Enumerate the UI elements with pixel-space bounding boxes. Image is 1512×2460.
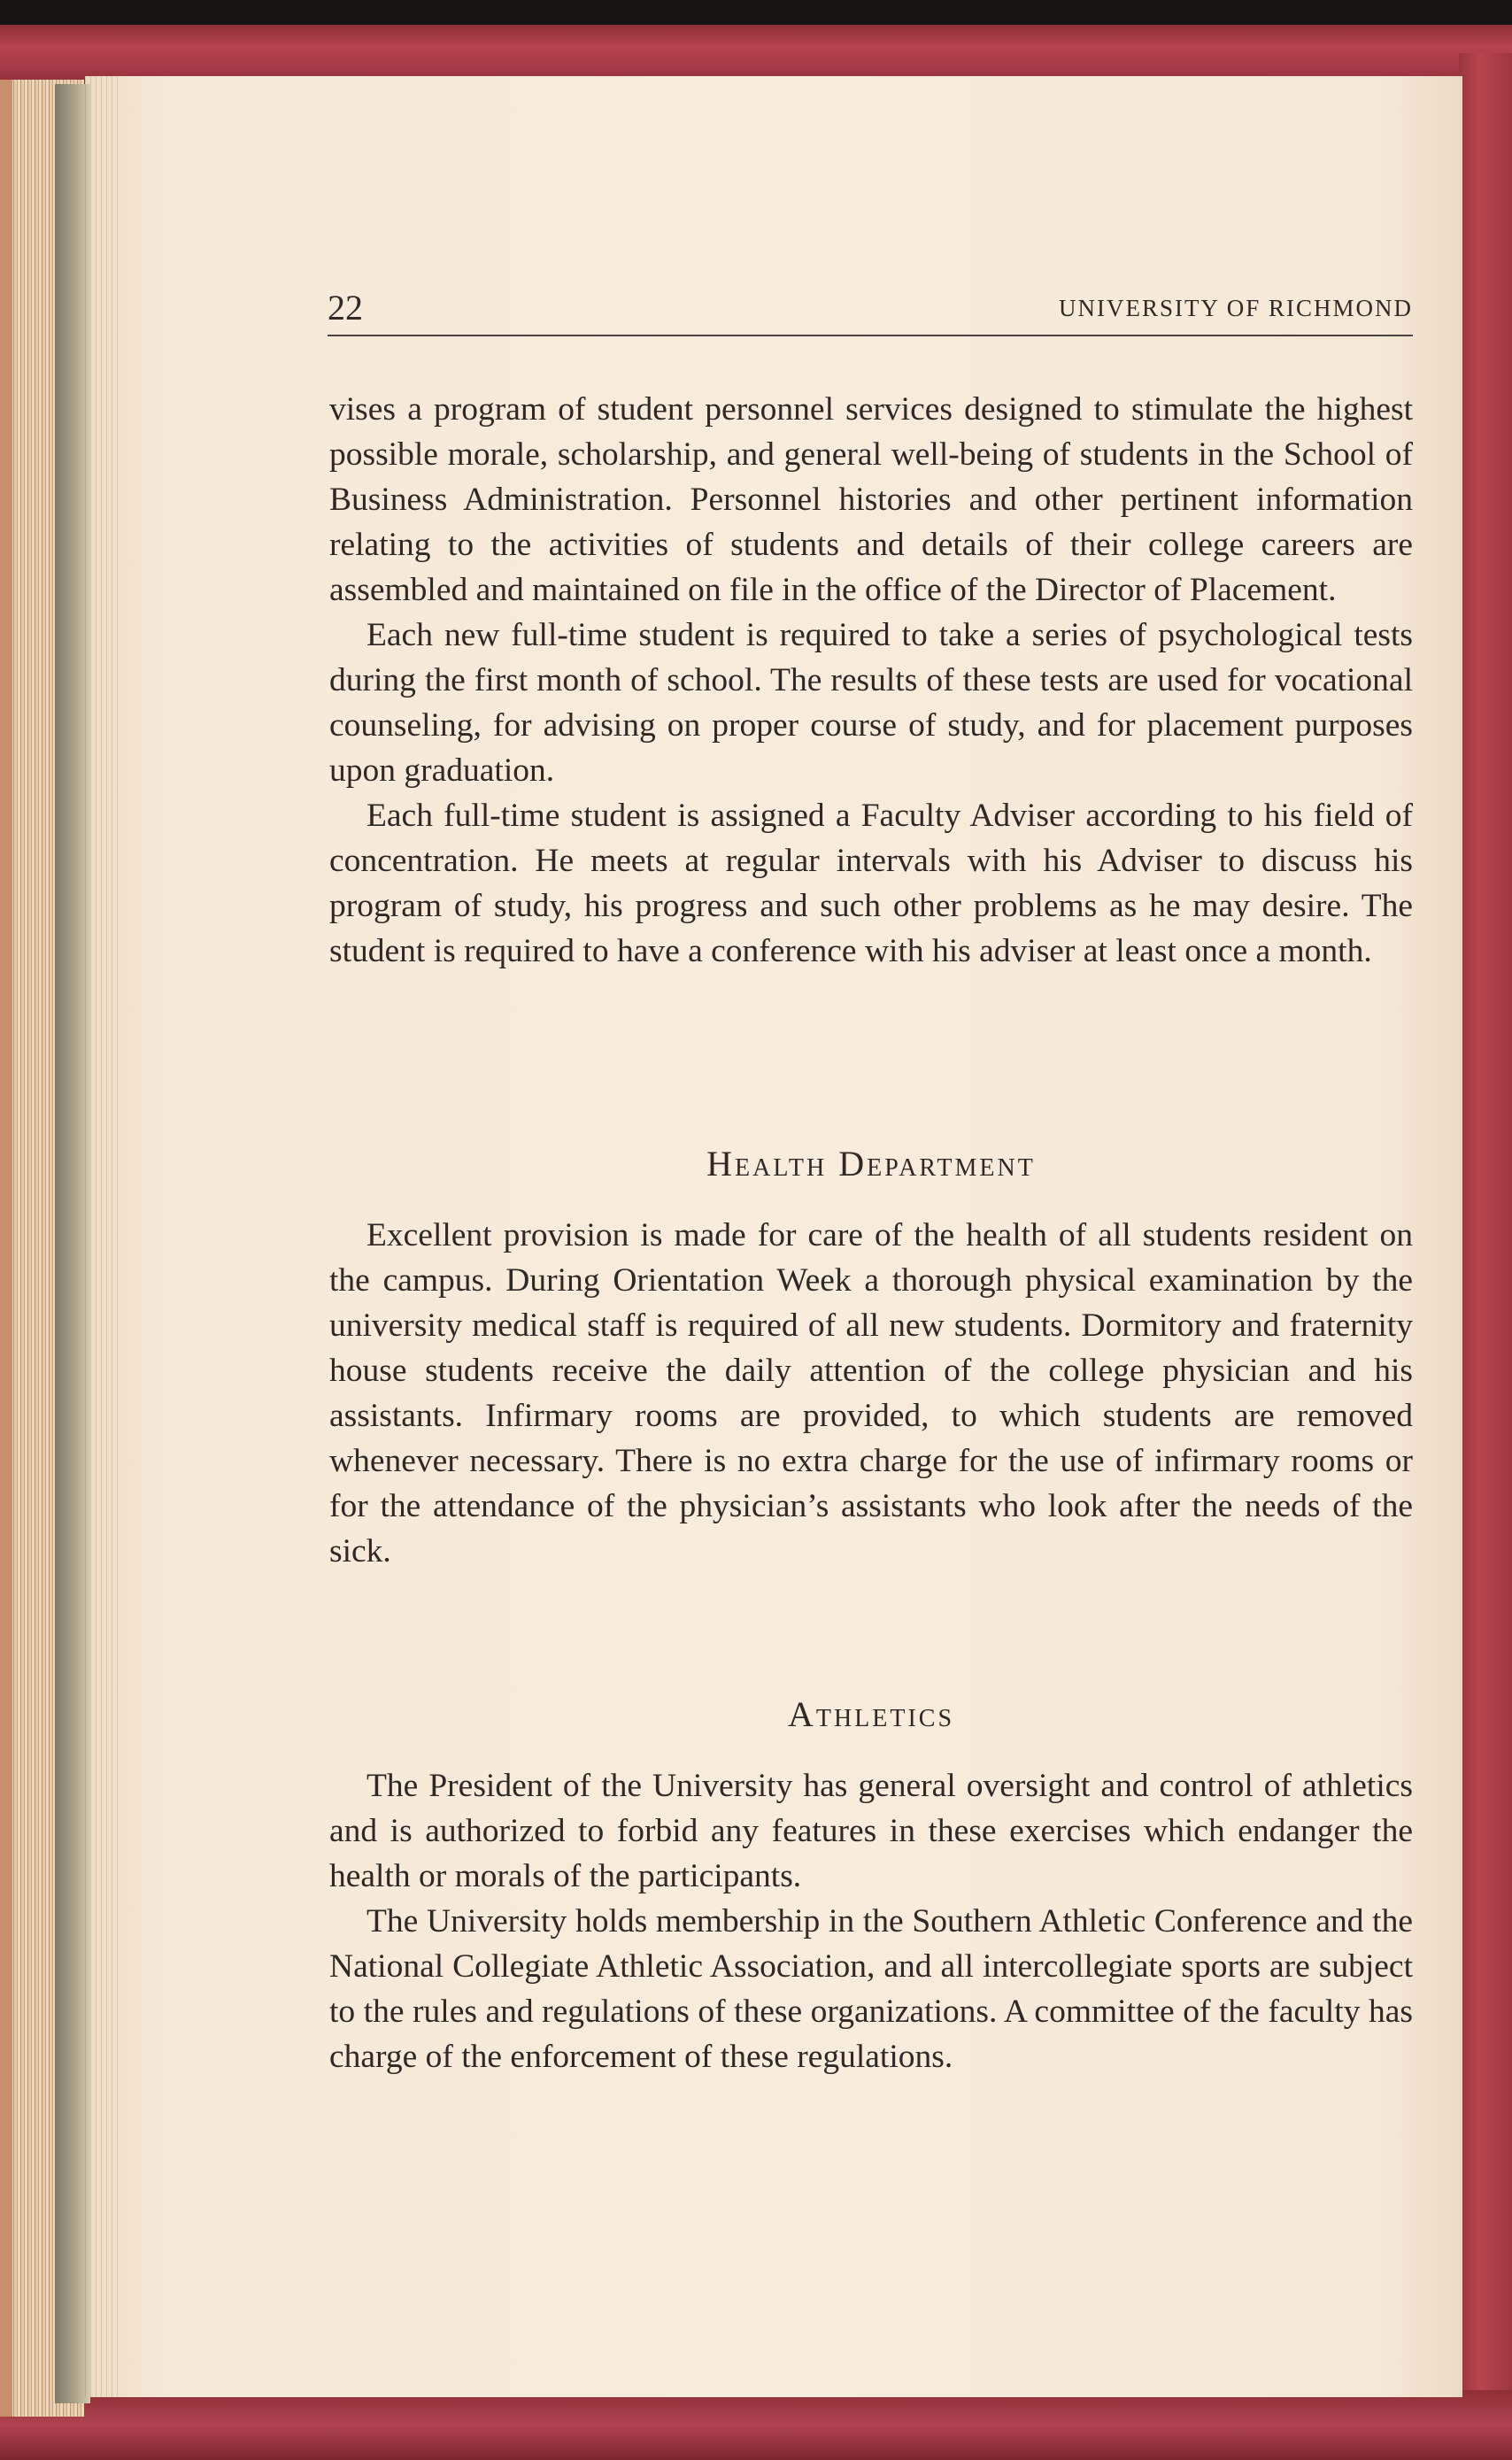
book-cover-right <box>1459 53 1512 2460</box>
athletics-text-block <box>329 1763 1413 2079</box>
book-cover-bottom <box>0 2390 1512 2460</box>
intro-paragraph-3: Each full-time student is assigned a Faculty Adviser according to his field of concentration. He meets at regular intervals with his Adviser to discuss his program of study, his progress and such other problems as he may desire. The student is required to have a conference with his adviser at least once a month. <box>329 798 1413 969</box>
running-title: UNIVERSITY OF RICHMOND <box>1058 295 1413 321</box>
athletics-section-heading: Athletics <box>787 1694 955 1734</box>
intro-paragraph-1: vises a program of student personnel services designed to stimulate the highest possible morale, scholarship, and general well-being of students in the School of Business Administration. Personnel histories and other pertinent information relating to the activities of students and details of their college careers are assembled and maintained on file in the office of the Director of Placement. <box>329 391 1413 608</box>
page-edges-shadow <box>0 80 12 2417</box>
athletics-paragraph-1: The President of the University has general oversight and control of athletics and is authorized to forbid any features in these exercises which endanger the health or morals of the participants. <box>329 1768 1413 1894</box>
running-header <box>328 287 1413 329</box>
health-section-heading: Health Department <box>706 1144 1036 1184</box>
page-number: 22 <box>328 288 363 328</box>
athletics-paragraph-2: The University holds membership in the Southern Athletic Conference and the National Collegiate Athletic Association, and all intercollegiate sports are subject to the rules and regulations of these organizations. A committee of the faculty has charge of the enforcement of these regulations. <box>329 1903 1413 2075</box>
page-gutter-lines <box>85 76 120 2397</box>
intro-text-block <box>329 387 1413 974</box>
intro-paragraph-2: Each new full-time student is required to take a series of psychological tests during the first month of school. The results of these tests are used for vocational counseling, for advising on proper course of study, and for placement purposes upon graduation. <box>329 617 1413 789</box>
health-paragraph-1: Excellent provision is made for care of the health of all students resident on the campus. During Orientation Week a thorough physical examination by the university medical staff is required of all new students. Dormitory and fraternity house students receive the daily attention of the college physician and his assistants. Infirmary rooms are provided, to which students are removed whenever necessary. There is no extra charge for the use of infirmary rooms or for the attendance of the physician’s assistants who look after the needs of the sick. <box>329 1217 1413 1569</box>
health-text-block <box>329 1213 1413 1574</box>
header-rule <box>328 335 1413 336</box>
